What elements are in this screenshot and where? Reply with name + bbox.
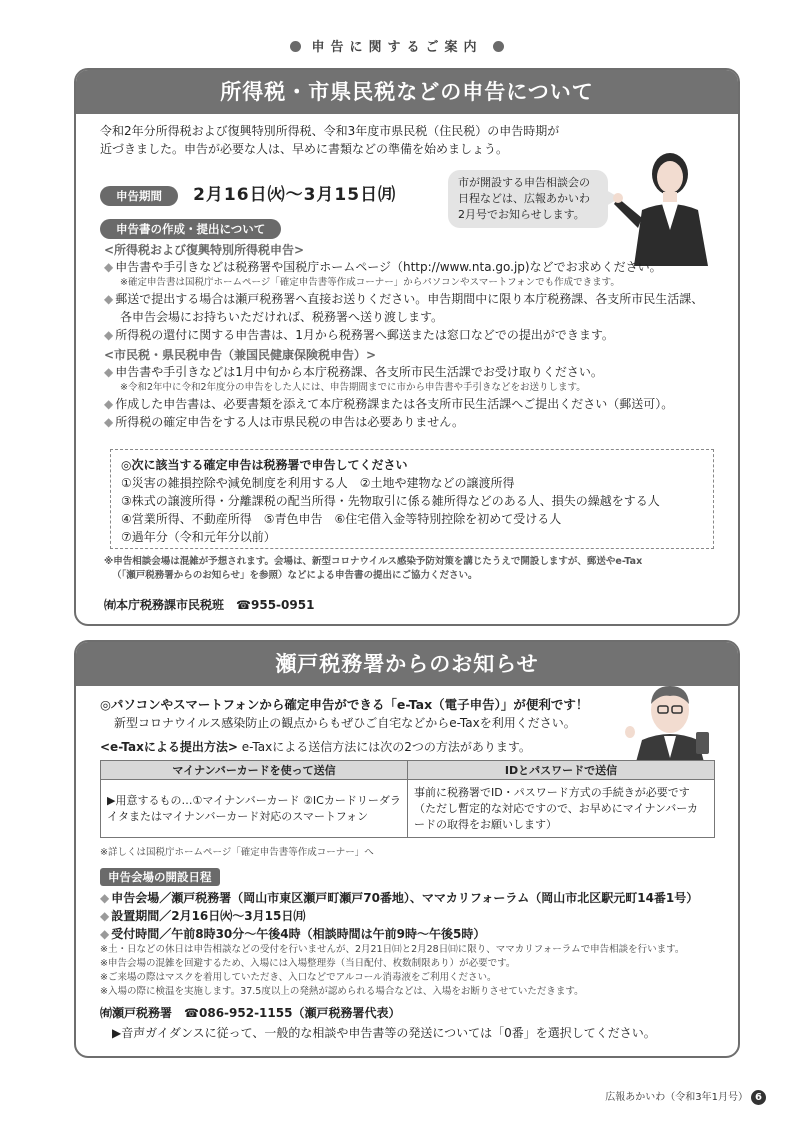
period-row xyxy=(100,180,396,206)
income-tax-heading: <所得税および復興特別所得税申告> xyxy=(104,243,305,257)
table-header: マイナンバーカードを使って送信 xyxy=(101,761,408,780)
inquiry-mark: ㈲ xyxy=(100,1006,113,1020)
income-bullet: 所得税の還付に関する申告書は、1月から税務署へ郵送または窓口などでの提出ができます。 xyxy=(115,328,614,342)
schedule-note: ※土・日などの休日は申告相談などの受付を行いませんが、2月21日㈰と2月28日㈰に限り、ママカリフォーラムで申告相談を行います。 xyxy=(100,944,685,955)
table-note: ※詳しくは国税庁ホームページ「確定申告書等作成コーナー」へ xyxy=(100,847,374,858)
contact-phone: ☎955-0951 xyxy=(236,598,315,612)
circle-bullet-icon xyxy=(493,41,504,52)
publication-name: 広報あかいわ（令和3年1月号） xyxy=(605,1092,748,1103)
tax-officer-illustration xyxy=(622,680,718,762)
warning-line: （「瀬戸税務署からのお知らせ」を参照）などによる申告書の提出にご協力ください。 xyxy=(112,570,478,581)
contact-phone: ☎086-952-1155（瀬戸税務署代表） xyxy=(184,1006,401,1020)
header-text: 申告に関するご案内 xyxy=(311,40,483,55)
docs-label: 申告書の作成・提出について xyxy=(100,219,281,239)
circle-bullet-icon xyxy=(290,41,301,52)
income-tax-section xyxy=(104,241,724,431)
etax-method xyxy=(100,738,531,756)
table-cell: ▶用意するもの…①マイナンバーカード ②ICカードリーダライタまたはマイナンバーカード対応のスマートフォン xyxy=(101,780,408,838)
schedule-label: 申告会場の開設日程 xyxy=(100,868,220,886)
page-number: 6 xyxy=(751,1090,766,1105)
warning-line: ※申告相談会場は混雑が予想されます。会場は、新型コロナウイルス感染予防対策を講じたうえで開設しますが、郵送やe-Tax xyxy=(104,556,643,567)
schedule-note: ※申告会場の混雑を回避するため、入場には入場整理券（当日配付、枚数制限あり）が必要です。 xyxy=(100,958,516,969)
contact-city xyxy=(104,596,314,614)
city-bullet: 所得税の確定申告をする人は市県民税の申告は必要ありません。 xyxy=(115,415,464,429)
etax-methods-table xyxy=(100,760,715,838)
contact-name: 本庁税務課市民税班 xyxy=(116,598,225,612)
method-heading: <e-Taxによる提出方法> xyxy=(100,740,238,754)
page-footer xyxy=(605,1088,766,1105)
card-title: 所得税・市県民税などの申告について xyxy=(76,70,738,114)
etax-headline xyxy=(100,696,620,732)
table-header: IDとパスワードで送信 xyxy=(408,761,715,780)
diamond-bullet-icon: ◆ xyxy=(104,397,114,411)
speech-bubble xyxy=(448,170,608,228)
period-text: 設置期間／2月16日㈫～3月15日㈪ xyxy=(111,909,306,923)
diamond-bullet-icon: ◆ xyxy=(104,260,114,274)
etax-title: ◎パソコンやスマートフォンから確定申告ができる「e-Tax（電子申告）」が便利です！ xyxy=(100,697,589,712)
schedule-note: ※ご来場の際はマスクを着用していただき、入口などでアルコール消毒液をご利用ください。 xyxy=(100,972,497,983)
schedule-details xyxy=(100,889,730,999)
box-item: ⑦過年分（令和元年分以前） xyxy=(121,530,276,544)
diamond-bullet-icon: ◆ xyxy=(104,415,114,429)
contact-name: 瀬戸税務署 xyxy=(112,1006,173,1020)
card-title: 瀬戸税務署からのお知らせ xyxy=(76,642,738,686)
inquiry-mark: ㈲ xyxy=(104,598,117,612)
intro-line: 令和2年分所得税および復興特別所得税、令和3年度市県民税（住民税）の申告時期が xyxy=(100,124,560,138)
schedule-note: ※入場の際に検温を実施します。37.5度以上の発熱が認められる場合などは、入場をお断りさせていただきます。 xyxy=(100,986,584,997)
venue-text: 申告会場／瀬戸税務署（岡山市東区瀬戸町瀬戸70番地）、ママカリフォーラム（岡山市北区駅元町14番1号） xyxy=(111,891,699,905)
income-bullet-cont: 各申告会場にお持ちいただければ、税務署へ送り渡します。 xyxy=(120,310,444,324)
bubble-line: 日程などは、広報あかいわ xyxy=(458,192,590,205)
contact-office xyxy=(100,1004,400,1022)
etax-subtitle: 新型コロナウイルス感染防止の観点からもぜひご自宅などからe-Taxを利用ください。 xyxy=(114,716,576,730)
city-tax-heading: <市民税・県民税申告（兼国民健康保険税申告）> xyxy=(104,348,377,362)
period-label: 申告期間 xyxy=(100,186,178,206)
box-item: ①災害の雑損控除や減免制度を利用する人 ②土地や建物などの譲渡所得 xyxy=(121,476,515,490)
intro-line: 近づきました。申告が必要な人は、早めに書類などの準備を始めましょう。 xyxy=(100,142,509,156)
docs-label-row xyxy=(100,218,281,239)
diamond-bullet-icon: ◆ xyxy=(104,328,114,342)
method-text: e-Taxによる送信方法には次の2つの方法があります。 xyxy=(241,740,531,754)
intro-text xyxy=(100,122,559,158)
diamond-bullet-icon: ◆ xyxy=(104,365,114,379)
hours-text: 受付時間／午前8時30分～午後4時（相談時間は午前9時～午後5時） xyxy=(111,927,486,941)
period-value: 2月16日㈫～3月15日㈪ xyxy=(193,185,397,205)
box-title: ◎次に該当する確定申告は税務署で申告してください xyxy=(121,458,408,472)
tax-office-box xyxy=(110,449,714,549)
diamond-bullet-icon: ◆ xyxy=(100,891,110,905)
city-bullet: 作成した申告書は、必要書類を添えて本庁税務課または各支所市民生活課へご提出ください（郵送可）。 xyxy=(115,397,674,411)
income-note: ※確定申告書は国税庁ホームページ「確定申告書等作成コーナー」からパソコンやスマートフォンでも作成できます。 xyxy=(120,277,620,288)
diamond-bullet-icon: ◆ xyxy=(104,292,114,306)
box-item: ④営業所得、不動産所得 ⑤青色申告 ⑥住宅借入金等特別控除を初めて受ける人 xyxy=(121,512,562,526)
schedule-label-row xyxy=(100,866,220,886)
bubble-line: 2月号でお知らせします。 xyxy=(458,208,585,221)
city-note: ※令和2年中に令和2年度分の申告をした人には、申告期間までに市から申告書や手引きなどをお送りします。 xyxy=(120,382,586,393)
warning-note xyxy=(104,555,724,583)
income-bullet: 申告書や手引きなどは税務署や国税庁ホームページ（http://www.nta.go.jp)などでお求めください。 xyxy=(115,260,662,274)
table-cell: 事前に税務署でID・パスワード方式の手続きが必要です（ただし暫定的な対応ですので、お早めにマイナンバーカードの取得をお願いします） xyxy=(408,780,715,838)
diamond-bullet-icon: ◆ xyxy=(100,909,110,923)
box-item: ③株式の譲渡所得・分離課税の配当所得・先物取引に係る雑所得などのある人、損失の繰越をする人 xyxy=(121,494,660,508)
diamond-bullet-icon: ◆ xyxy=(100,927,110,941)
section-header xyxy=(0,36,794,55)
income-bullet: 郵送で提出する場合は瀬戸税務署へ直接お送りください。申告期間中に限り本庁税務課、各支所市民生活課、 xyxy=(115,292,704,306)
guidance-text: ▶音声ガイダンスに従って、一般的な相談や申告書等の発送については「0番」を選択してください。 xyxy=(112,1026,656,1040)
city-bullet: 申告書や手引きなどは1月中旬から本庁税務課、各支所市民生活課でお受け取りください。 xyxy=(115,365,603,379)
bubble-line: 市が開設する申告相談会の xyxy=(458,176,590,189)
